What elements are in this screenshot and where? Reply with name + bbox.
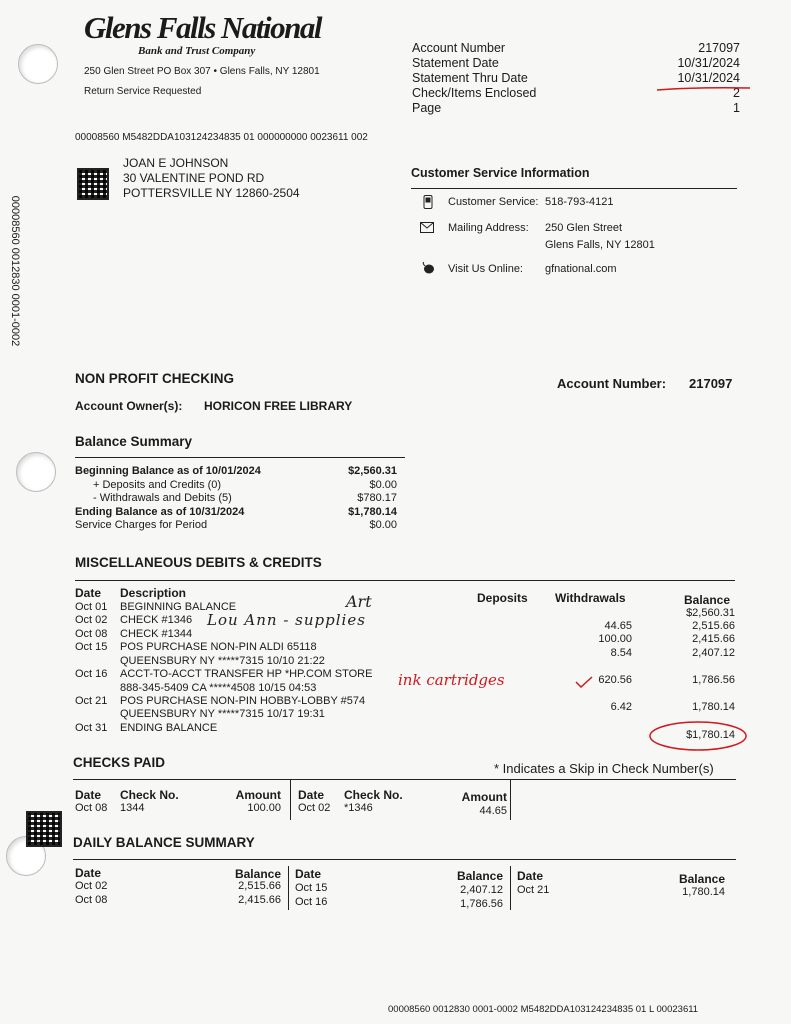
owner-name: HORICON FREE LIBRARY bbox=[204, 399, 353, 413]
bank-logo: Glens Falls National bbox=[84, 10, 321, 45]
bank-address: 250 Glen Street PO Box 307 • Glens Falls, NY 12801 bbox=[84, 66, 320, 77]
table-row-withdrawal: 620.56 bbox=[598, 674, 632, 686]
checks-header-check: Check No. bbox=[344, 788, 403, 802]
recipient-street: 30 VALENTINE POND RD bbox=[123, 171, 265, 185]
customer-service-title: Customer Service Information bbox=[411, 166, 590, 180]
balance-summary-table bbox=[75, 465, 397, 533]
red-circle-mark bbox=[647, 718, 751, 754]
misc-title: MISCELLANEOUS DEBITS & CREDITS bbox=[75, 555, 322, 570]
bs-row-deposits: + Deposits and Credits (0) $0.00 bbox=[93, 478, 397, 491]
table-row-date: Oct 16 bbox=[75, 668, 108, 680]
account-number: 217097 bbox=[689, 376, 733, 391]
table-row-date: Oct 31 bbox=[75, 722, 108, 734]
daily-col-divider bbox=[288, 866, 289, 910]
misc-header-withdrawals: Withdrawals bbox=[555, 591, 626, 605]
phone-number: 518-793-4121 bbox=[545, 196, 614, 208]
daily-title: DAILY BALANCE SUMMARY bbox=[73, 835, 255, 850]
handwritten-supplies: Lou Ann - supplies bbox=[207, 611, 366, 629]
table-row-balance: 2,415.66 bbox=[238, 894, 281, 906]
footer-code: 00008560 0012830 0001-0002 M5482DDA103124234835 01 L 00023611 bbox=[388, 1004, 699, 1015]
bs-row-ending: Ending Balance as of 10/31/2024 $1,780.14 bbox=[75, 505, 397, 518]
table-row-balance: 1,780.14 bbox=[692, 701, 735, 713]
table-row-check: *1346 bbox=[344, 802, 373, 814]
daily-header-date: Date bbox=[295, 867, 322, 881]
table-row-amount: 44.65 bbox=[479, 805, 507, 817]
checks-col-divider bbox=[510, 780, 511, 820]
table-row-balance: 2,407.12 bbox=[460, 884, 503, 896]
handwritten-art: Art bbox=[346, 592, 372, 611]
misc-divider bbox=[75, 580, 735, 581]
misc-header-balance: Balance bbox=[684, 593, 731, 607]
misc-header-date: Date bbox=[75, 586, 102, 600]
checks-paid-title: CHECKS PAID bbox=[73, 755, 166, 770]
table-row-date: Oct 02 bbox=[75, 614, 108, 626]
table-row-balance: 1,780.14 bbox=[682, 886, 725, 898]
table-row-desc: CHECK #1344 bbox=[120, 628, 193, 640]
owner-label: Account Owner(s): bbox=[75, 399, 183, 413]
table-row-desc: BEGINNING BALANCE bbox=[120, 601, 237, 613]
table-row-balance: 2,515.66 bbox=[238, 880, 281, 892]
daily-header-balance: Balance bbox=[678, 872, 725, 886]
table-row-date: Oct 02 bbox=[298, 802, 331, 814]
web-url[interactable]: gfnational.com bbox=[545, 263, 617, 275]
table-row-desc: ENDING BALANCE bbox=[120, 722, 218, 734]
checks-divider bbox=[73, 779, 736, 780]
misc-header-deposits: Deposits bbox=[477, 591, 528, 605]
barcode-icon bbox=[26, 811, 62, 847]
table-row-withdrawal: 100.00 bbox=[598, 633, 632, 645]
checks-header-check: Check No. bbox=[120, 788, 179, 802]
cs-divider bbox=[411, 188, 737, 189]
table-row-desc2: QUEENSBURY NY *****7315 10/10 21:22 bbox=[120, 655, 325, 667]
table-row-date: Oct 21 bbox=[75, 695, 108, 707]
checks-header-date: Date bbox=[75, 788, 102, 802]
table-row-desc: CHECK #1346 bbox=[120, 614, 193, 626]
mouse-icon bbox=[421, 262, 435, 274]
table-row-date: Oct 01 bbox=[75, 601, 108, 613]
mail-address: 250 Glen Street Glens Falls, NY 12801 bbox=[545, 222, 655, 251]
barcode-icon bbox=[77, 168, 109, 200]
statement-header bbox=[412, 41, 740, 116]
bank-subtitle: Bank and Trust Company bbox=[138, 45, 256, 57]
account-type: NON PROFIT CHECKING bbox=[75, 371, 235, 386]
punch-hole-middle bbox=[16, 452, 56, 492]
table-row-balance: $2,560.31 bbox=[686, 607, 735, 619]
recipient-name: JOAN E JOHNSON bbox=[123, 156, 229, 170]
daily-divider bbox=[73, 859, 736, 860]
header-row-statement-date: Statement Date 10/31/2024 bbox=[412, 56, 740, 70]
red-check-mark-icon bbox=[575, 676, 593, 688]
header-row-page: Page 1 bbox=[412, 101, 740, 115]
table-row-date: Oct 21 bbox=[517, 884, 550, 896]
table-row-withdrawal: 8.54 bbox=[610, 647, 632, 659]
return-notice: Return Service Requested bbox=[84, 86, 202, 97]
mail-icon bbox=[420, 222, 434, 233]
table-row-date: Oct 16 bbox=[295, 896, 328, 908]
table-row-desc: POS PURCHASE NON-PIN HOBBY-LOBBY #574 bbox=[120, 695, 366, 707]
recipient-city: POTTERSVILLE NY 12860-2504 bbox=[123, 186, 300, 200]
checks-header-amount: Amount bbox=[461, 790, 507, 804]
header-row-thru-date: Statement Thru Date 10/31/2024 bbox=[412, 71, 740, 85]
recipient-address bbox=[123, 156, 300, 201]
checks-header-amount: Amount bbox=[235, 788, 281, 802]
phone-icon bbox=[422, 195, 434, 209]
phone-label: Customer Service: bbox=[448, 196, 539, 208]
daily-col-divider bbox=[510, 866, 511, 910]
table-row-balance: $1,780.14 bbox=[686, 729, 735, 741]
table-row-date: Oct 08 bbox=[75, 802, 108, 814]
account-number-label: Account Number: bbox=[557, 376, 667, 391]
table-row-balance: 2,407.12 bbox=[692, 647, 735, 659]
daily-header-date: Date bbox=[517, 869, 544, 883]
table-row-date: Oct 15 bbox=[75, 641, 108, 653]
table-row-desc: ACCT-TO-ACCT TRANSFER HP *HP.COM STORE bbox=[120, 668, 373, 680]
punch-hole-top bbox=[18, 44, 58, 84]
bs-row-withdrawals: - Withdrawals and Debits (5) $780.17 bbox=[93, 492, 397, 504]
balance-summary-divider bbox=[75, 457, 405, 458]
table-row-date: Oct 02 bbox=[75, 880, 108, 892]
table-row-balance: 2,515.66 bbox=[692, 620, 735, 632]
bs-row-service: Service Charges for Period $0.00 bbox=[75, 519, 397, 531]
table-row-check: 1344 bbox=[120, 802, 145, 814]
misc-header-description: Description bbox=[120, 586, 187, 600]
table-row-withdrawal: 6.42 bbox=[610, 701, 632, 713]
table-row-desc2: 888-345-5409 CA *****4508 10/15 04:53 bbox=[120, 682, 317, 694]
checks-header-date: Date bbox=[298, 788, 325, 802]
daily-header-balance: Balance bbox=[234, 867, 281, 881]
web-label: Visit Us Online: bbox=[448, 263, 523, 275]
side-code: 00008560 0012830 0001-0002 bbox=[9, 195, 22, 347]
header-row-enclosed: Check/Items Enclosed 2 bbox=[412, 86, 740, 100]
mail-label: Mailing Address: bbox=[448, 222, 529, 234]
checks-col-divider bbox=[290, 780, 291, 820]
table-row-date: Oct 08 bbox=[75, 894, 108, 906]
handwritten-ink: ink cartridges bbox=[398, 671, 505, 689]
table-row-date: Oct 15 bbox=[295, 882, 328, 894]
balance-summary-title: Balance Summary bbox=[75, 434, 193, 449]
table-row-amount: 100.00 bbox=[247, 802, 281, 814]
mail-code: 00008560 M5482DDA103124234835 01 000000000 0023611 002 bbox=[75, 132, 368, 143]
header-row-account: Account Number 217097 bbox=[412, 41, 740, 55]
table-row-date: Oct 08 bbox=[75, 628, 108, 640]
table-row-desc: POS PURCHASE NON-PIN ALDI 65118 bbox=[120, 641, 317, 653]
table-row-balance: 2,415.66 bbox=[692, 633, 735, 645]
red-underline-mark bbox=[655, 84, 755, 94]
table-row-balance: 1,786.56 bbox=[460, 898, 503, 910]
table-row-desc2: QUEENSBURY NY *****7315 10/17 19:31 bbox=[120, 708, 325, 720]
daily-header-balance: Balance bbox=[456, 869, 503, 883]
daily-header-date: Date bbox=[75, 866, 102, 880]
skip-note: * Indicates a Skip in Check Number(s) bbox=[494, 761, 714, 776]
table-row-balance: 1,786.56 bbox=[692, 674, 735, 686]
bs-row-beginning: Beginning Balance as of 10/01/2024 $2,560.31 bbox=[75, 465, 397, 477]
table-row-withdrawal: 44.65 bbox=[604, 620, 632, 632]
